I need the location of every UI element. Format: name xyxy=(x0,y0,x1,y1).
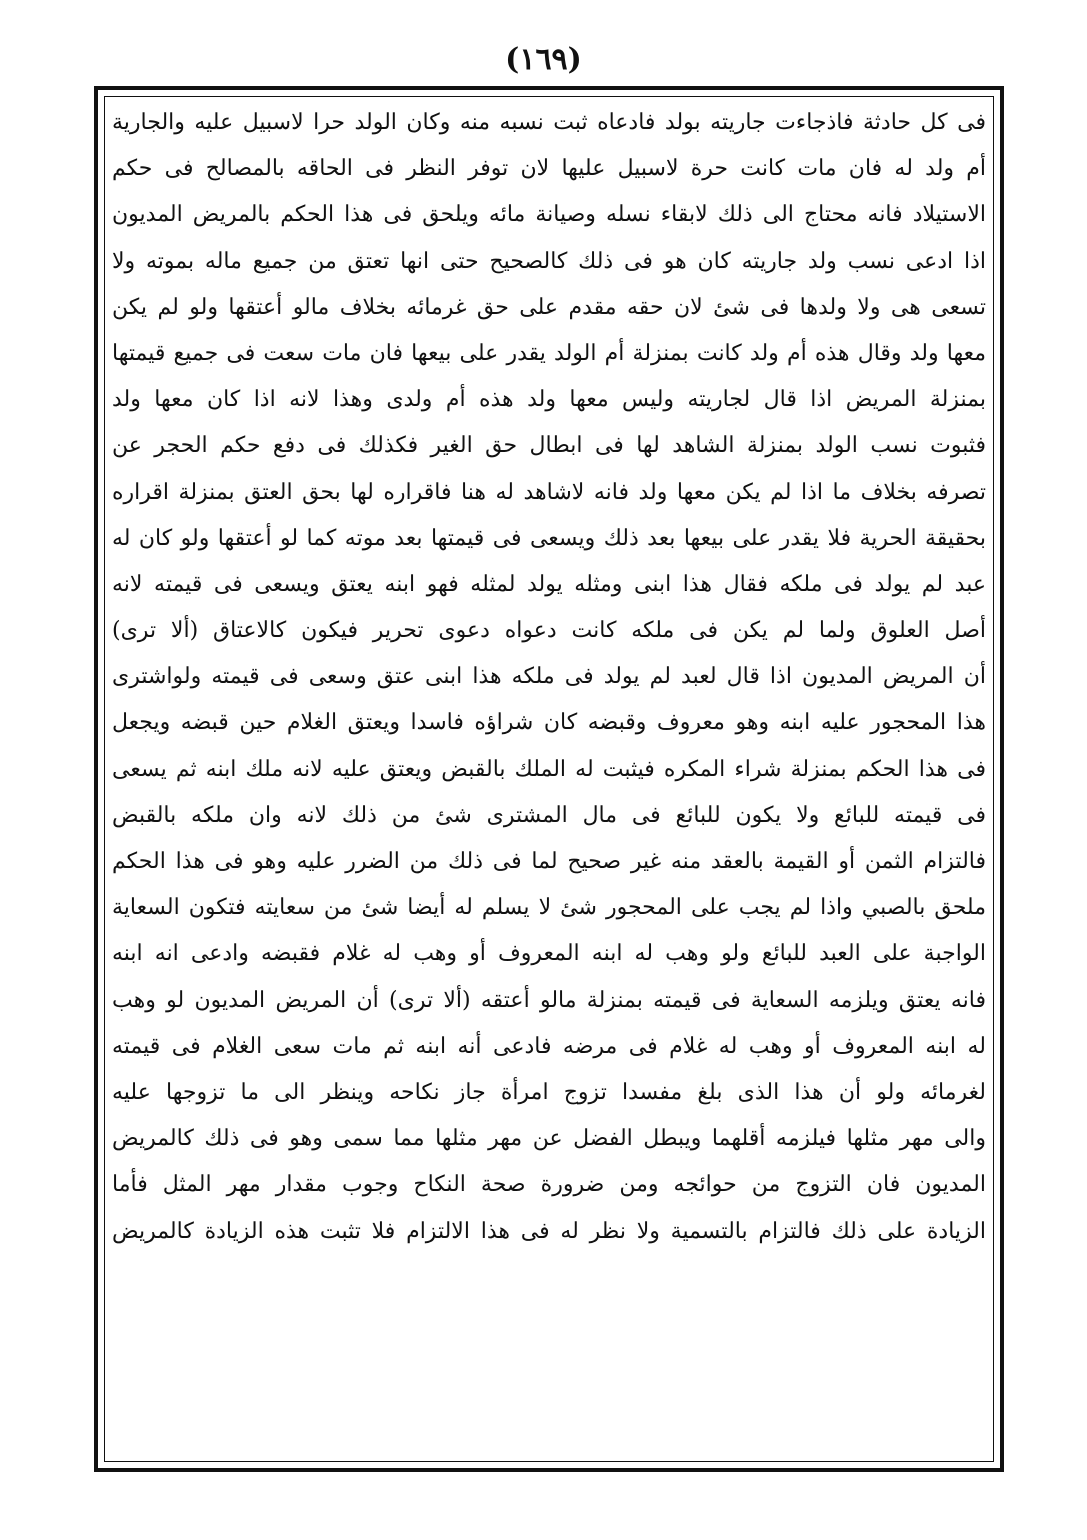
body-text xyxy=(112,100,986,1255)
text-line: أم ولد له فان مات كانت حرة لاسبيل عليها لان توفر النظر فى الحاقه بالمصالح فى حكم xyxy=(112,156,986,182)
text-line: أن المريض المديون اذا قال لعبد لم يولد فى ملكه هذا ابنى عتق وسعى فى قيمته ولواشترى xyxy=(112,664,986,690)
text-line: تسعى هى ولا ولدها فى شئ لان حقه مقدم على حق غرمائه بخلاف مالو أعتقها ولو لم يكن xyxy=(112,294,986,320)
text-line: فالتزام الثمن أو القيمة بالعقد منه غير صحيح لما فى ذلك من الضرر عليه وهو فى هذا الحكم xyxy=(112,849,986,874)
text-line: أصل العلوق ولما لم يكن فى ملكه كانت دعواه دعوى تحرير فيكون كالاعتاق (ألا ترى) xyxy=(112,618,986,644)
text-line: الاستيلاد فانه محتاج الى ذلك لابقاء نسله وصيانة مائه ويلحق فى هذا الحكم بالمريض المديون xyxy=(112,202,986,228)
text-line: عبد لم يولد فى ملكه فقال هذا ابنى ومثله يولد لمثله فهو ابنه يعتق ويسعى فى قيمته لانه xyxy=(112,571,986,597)
text-line: المديون فان التزوج من حوائجه ومن ضرورة صحة النكاح وجوب مقدار مهر المثل فأما xyxy=(112,1172,986,1198)
text-line: ملحق بالصبي واذا لم يجب على المحجور شئ لا يسلم له أيضا شئ من سعايته فتكون السعاية xyxy=(112,895,986,921)
text-line: تصرفه بخلاف ما اذا لم يكن معها ولد فانه لاشاهد له هنا فاقراره لها بحق العتق بمنزلة اقراره xyxy=(112,479,986,505)
text-line: فانه يعتق ويلزمه السعاية فى قيمته بمنزلة مالو أعتقه (ألا ترى) أن المريض المديون لو وهب xyxy=(112,987,986,1013)
text-line: له ابنه المعروف أو وهب له غلام فى مرضه فادعى أنه ابنه ثم مات سعى الغلام فى قيمته xyxy=(112,1033,986,1059)
text-line: فى قيمته للبائع ولا يكون للبائع فى مال المشترى شئ من ذلك لانه وان ملكه بالقبض xyxy=(112,802,986,828)
text-line: فى كل حادثة فاذجاءت جاريته بولد فادعاه ثبت نسبه منه وكان الولد حرا لاسبيل عليه والجارية xyxy=(112,110,986,135)
text-line: الواجبة على العبد للبائع ولو وهب له ابنه المعروف أو وهب له غلام فقبضه وادعى انه ابنه xyxy=(112,941,986,967)
text-line: معها ولد وقال هذه أم ولد كانت بمنزلة أم الولد يقدر على بيعها فان مات سعت فى جميع قيمتها xyxy=(112,340,986,366)
text-line: بحقيقة الحرية فلا يقدر على بيعها بعد ذلك ويسعى فى قيمتها بعد موته كما لو أعتقها ولو كان له xyxy=(112,525,986,551)
text-line: اذا ادعى نسب ولد جاريته كان هو فى ذلك كالصحيح حتى انها تعتق من جميع ماله بموته ولا xyxy=(112,248,986,274)
text-line: الزيادة على ذلك فالتزام بالتسمية ولا نظر له فى هذا الالتزام فلا تثبت هذه الزيادة كالمريض xyxy=(112,1218,986,1244)
text-line: فثبوت نسب الولد بمنزلة الشاهد لها فى ابطال حق الغير فكذلك فى دفع حكم الحجر عن xyxy=(112,433,986,459)
text-line: والى مهر مثلها فيلزمه أقلهما ويبطل الفضل عن مهر مثلها مما سمى وهو فى ذلك كالمريض xyxy=(112,1126,986,1152)
text-line: فى هذا الحكم بمنزلة شراء المكره فيثبت له الملك بالقبض ويعتق عليه لانه ملك ابنه ثم يسعى xyxy=(112,756,986,782)
text-line: بمنزلة المريض اذا قال لجاريته وليس معها ولد هذه أم ولدى وهذا لانه اذا كان معها ولد xyxy=(112,387,986,413)
text-line: هذا المحجور عليه ابنه وهو معروف وقبضه كان شراؤه فاسدا ويعتق الغلام حين قبضه ويجعل xyxy=(112,710,986,736)
page-number: (١٦٩) xyxy=(505,42,582,77)
text-line: لغرمائه ولو أن هذا الذى بلغ مفسدا تزوج امرأة جاز نكاحه وينظر الى ما تزوجها عليه xyxy=(112,1079,986,1105)
